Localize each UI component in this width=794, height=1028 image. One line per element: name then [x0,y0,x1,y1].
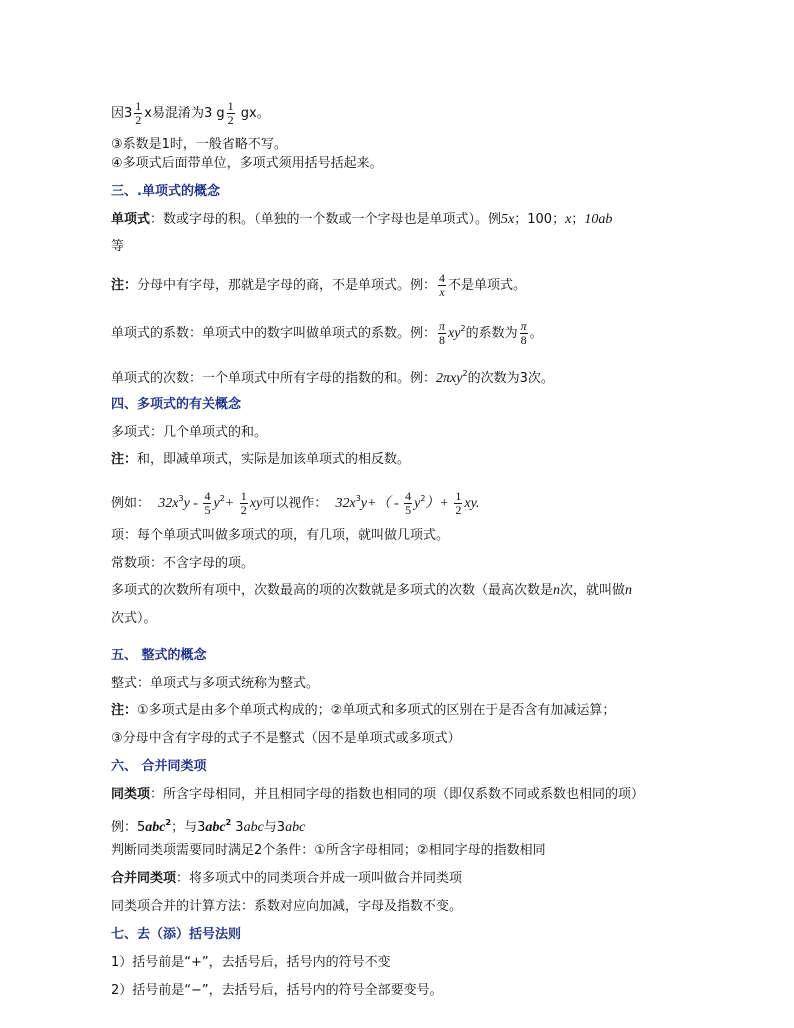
fraction [404,490,412,517]
line-polynomial-definition: 多项式：几个单项式的和。 [111,425,268,440]
fraction [240,490,248,517]
exponent: 2 [225,818,232,827]
text: 单项式的系数：单项式中的数字叫做单项式的系数。例： [111,326,437,341]
math: + [224,496,238,511]
line-polynomial-units: ④多项式后面带单位，多项式须用括号括起来。 [111,156,383,171]
math: ）+ [425,496,453,511]
line-parentheses-minus: 2）括号前是“−”，去括号后，括号内的符号全部要变号。 [111,983,443,998]
text: ：将多项式中的同类项合并成一项叫做合并同类项 [176,871,463,886]
numerator: 1 [135,99,142,113]
line-constant-term: 常数项：不含字母的项。 [111,556,255,571]
text: ；与3 [171,820,206,835]
fraction [134,100,142,127]
denominator: 5 [204,503,211,517]
section-heading-integral-expression: 五、 整式的概念 [111,648,207,663]
math: 5x [501,212,515,227]
exponent: 2 [460,324,466,333]
line-like-terms-example [111,814,305,837]
text: 。 [529,326,543,341]
section-heading-monomial: 三、.单项式的概念 [111,184,220,199]
fraction [520,320,528,347]
exponent: 3 [355,494,361,503]
math: y - [183,496,202,511]
text: x易混淆为3 g [144,106,225,121]
line-monomial-coefficient [111,320,543,347]
text: 的次数为3次。 [467,371,554,386]
line-note-subtraction [111,451,410,469]
line-note-difference [111,702,615,720]
numerator: π [439,319,446,333]
numerator: 4 [439,271,446,285]
math: y [213,496,220,511]
denominator: 2 [455,503,462,517]
text: 单项式的次数：一个单项式中所有字母的指数的和。例： [111,371,437,386]
numerator: 1 [240,489,247,503]
line-parentheses-plus: 1）括号前是“+”，去括号后，括号内的符号不变 [111,955,391,970]
exponent: 2 [165,818,172,827]
line-not-integral: ③分母中含有字母的式子不是整式（因不是单项式或多项式） [111,731,461,746]
line-polynomial-example [111,490,480,517]
math: 2πxy [436,371,463,386]
math: x [565,212,572,227]
fraction [454,490,462,517]
line-coefficient-one: ③系数是1时，一般省略不写。 [111,137,287,152]
math: n [625,583,633,598]
denominator: 8 [439,333,446,347]
text: 例：5 [111,820,146,835]
math: 32x [158,496,179,511]
text: 次，就叫做 [560,583,626,598]
text: 与3 [263,820,286,835]
note-label: 注： [111,452,138,467]
text: 可以视作： [262,496,328,511]
line-monomial-degree [111,365,554,388]
fraction [203,490,211,517]
math: abc [205,820,226,835]
denominator: 8 [520,333,527,347]
term-label: 同类项 [111,787,151,802]
exponent: 2 [462,369,468,378]
math: abc [285,820,306,835]
line-combine-method: 同类项合并的计算方法：系数对应向加减，字母及指数不变。 [111,899,463,914]
numerator: π [520,319,527,333]
line-note-denominator [111,272,526,299]
denominator: 2 [135,113,142,127]
math: xy. [464,496,480,511]
term-label: 单项式 [111,212,151,227]
text: 例如： [111,496,151,511]
text: 不是单项式。 [448,278,527,293]
section-heading-polynomial: 四、多项式的有关概念 [111,397,242,412]
text: ：所含字母相同，并且相同字母的指数也相同的项（即仅系数不同或系数也相同的项） [150,787,645,802]
text: 3 [231,820,244,835]
text: ：数或字母的积。（单独的一个数或一个字母也是单项式）。例 [150,212,502,227]
math: abc [243,820,264,835]
math: y [414,496,421,511]
note-label: 注： [111,278,138,293]
line-integral-definition: 整式：单项式与多项式统称为整式。 [111,676,320,691]
math: abc [145,820,166,835]
math: 10ab [584,212,613,227]
line-like-terms-conditions: 判断同类项需要同时满足2个条件：①所含字母相同；②相同字母的指数相同 [111,843,546,858]
line-monomial-definition [111,211,612,229]
line-combine-like-terms [111,870,462,888]
line-monomial-definition-cont: 等 [111,239,125,254]
numerator: 1 [455,489,462,503]
numerator: 4 [405,489,412,503]
line-polynomial-degree-cont: 次式）。 [111,611,157,626]
line-polynomial-degree [111,582,632,600]
text: 因3 [111,106,133,121]
text: 多项式的次数所有项中，次数最高的项的次数就是多项式的次数（最高次数是 [111,583,554,598]
math: n [553,583,561,598]
denominator: 5 [405,503,412,517]
fraction [438,320,446,347]
text: 的系数为 [465,326,518,341]
text: gx。 [236,106,270,121]
denominator: x [439,285,445,299]
math: xy [249,496,263,511]
note-label: 注： [111,703,138,718]
exponent: 3 [178,494,184,503]
math: 32x [335,496,356,511]
math: y+（ - [360,496,403,511]
line-like-terms-definition [111,786,644,804]
term-label: 合并同类项 [111,871,177,886]
text: 和，即减单项式，实际是加该单项式的相反数。 [137,452,411,467]
section-heading-parentheses: 七、去（添）括号法则 [111,927,242,942]
line-mixed-number-confusion [111,100,270,127]
section-heading-like-terms: 六、 合并同类项 [111,759,207,774]
numerator: 1 [227,99,234,113]
math: xy [448,326,461,341]
line-term-definition: 项：每个单项式叫做多项式的项，有几项，就叫做几项式。 [111,528,450,543]
text: 分母中有字母，那就是字母的商，不是单项式。例： [137,278,437,293]
text: ； [571,212,585,227]
denominator: 2 [240,503,247,517]
numerator: 4 [204,489,211,503]
denominator: 2 [227,113,234,127]
fraction [438,272,446,299]
text: ①多项式是由多个单项式构成的；②单项式和多项式的区别在于是否含有加减运算； [137,703,616,718]
text: ；100； [514,212,566,227]
exponent: 2 [219,494,225,503]
exponent: 2 [420,494,426,503]
fraction [227,100,235,127]
